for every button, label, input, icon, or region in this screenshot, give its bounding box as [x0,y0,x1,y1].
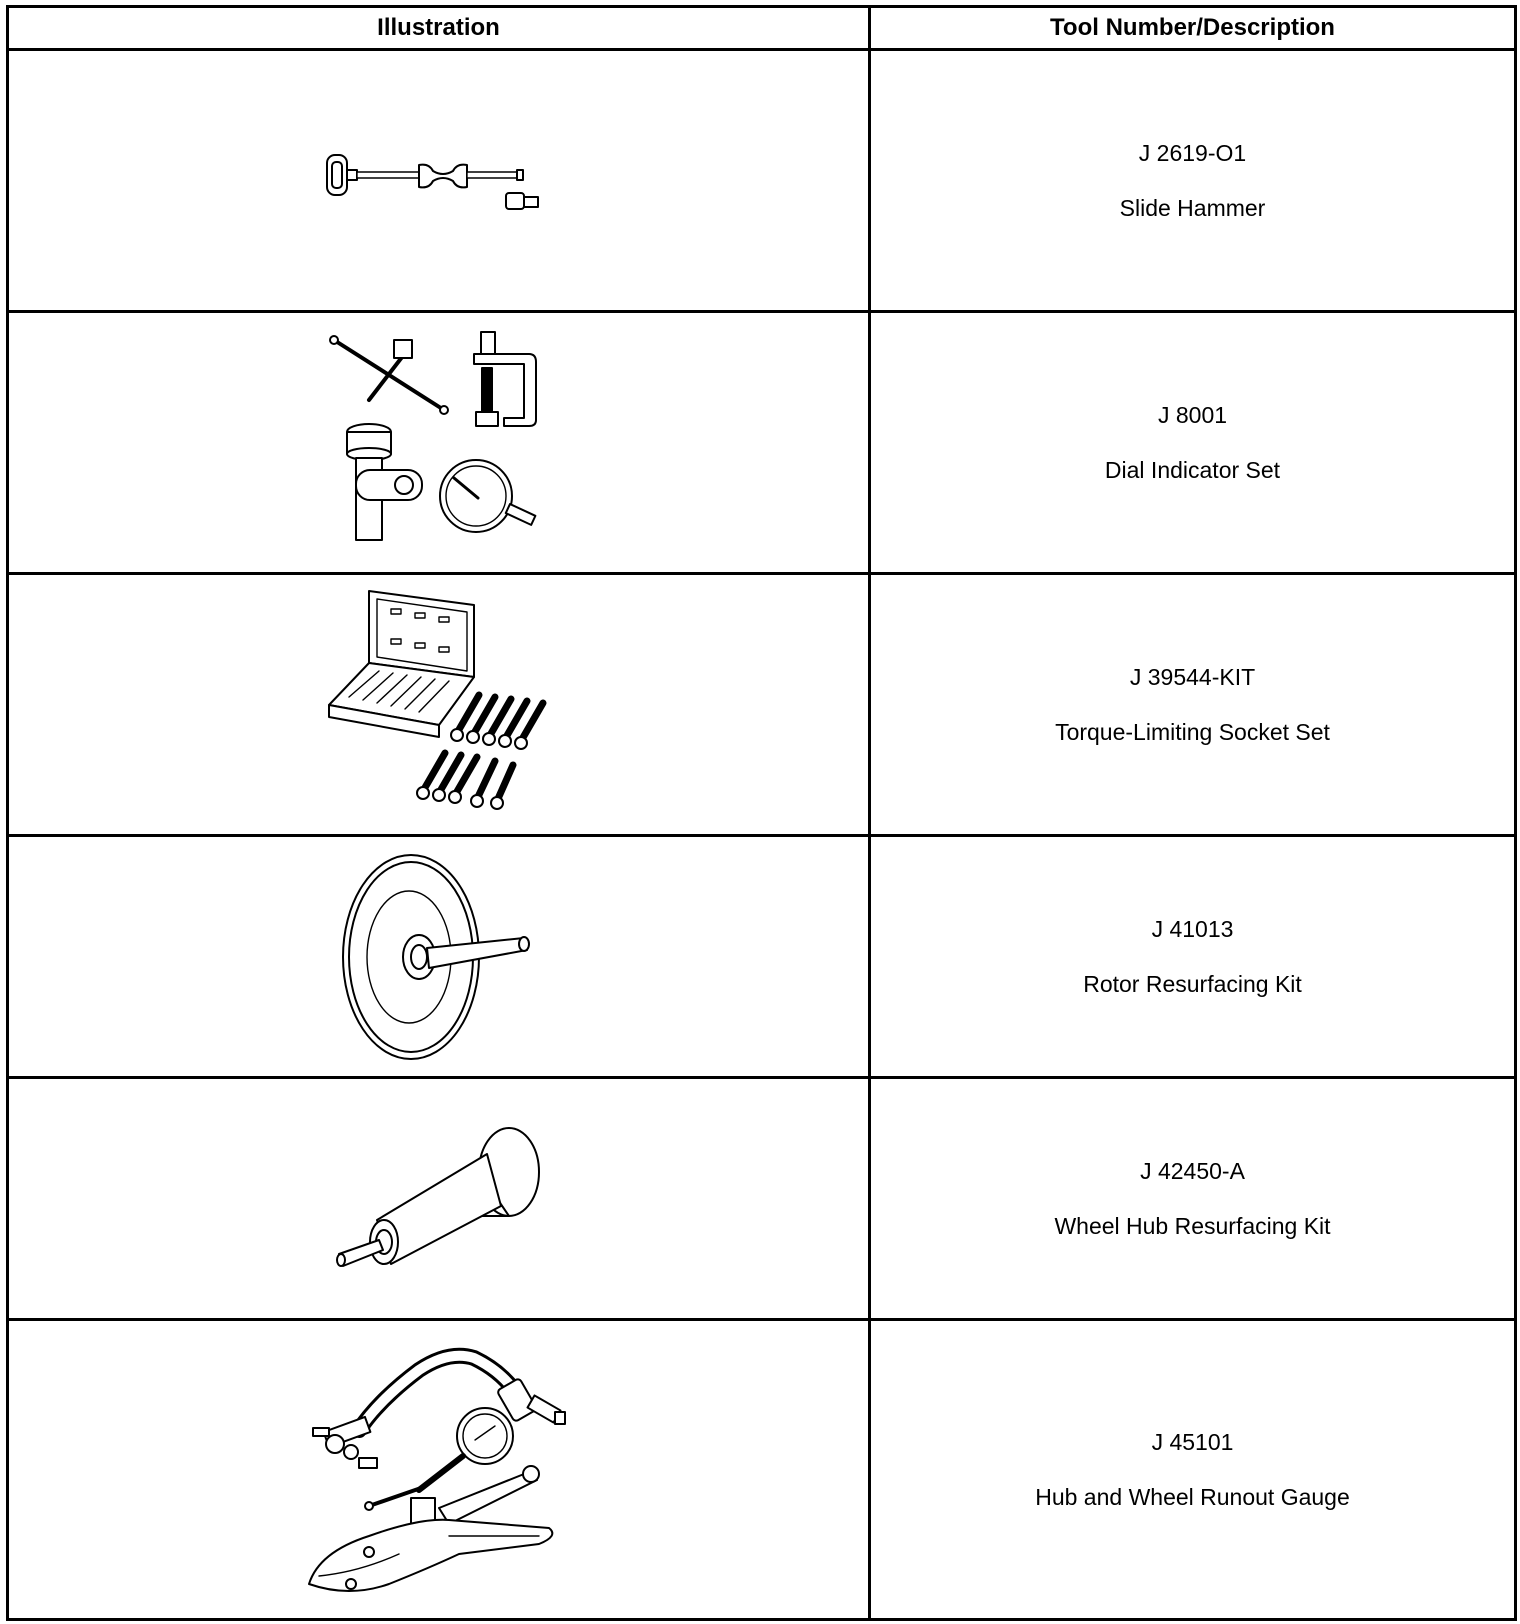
tool-number: J 39544-KIT [1129,663,1256,690]
tool-description: Slide Hammer [1119,194,1266,221]
socket-set-case-icon [319,585,559,825]
tool-number: J 45101 [1151,1428,1234,1455]
description-cell [870,1320,1516,1620]
table-row [8,50,1516,312]
illustration-cell [8,312,870,574]
tool-number: J 8001 [1157,401,1228,428]
description-cell [870,312,1516,574]
dial-indicator-set-icon [324,328,554,558]
table-row [8,1078,1516,1320]
tool-number: J 41013 [1151,915,1234,942]
special-tools-table [6,5,1517,1621]
runout-gauge-icon [299,1340,579,1600]
description-cell [870,836,1516,1078]
illustration-cell [8,1078,870,1320]
description-cell [870,1078,1516,1320]
illustration-cell [8,574,870,836]
hub-cylinder-icon [329,1124,549,1274]
tool-table-sheet [6,5,1514,1619]
illustration-cell [8,50,870,312]
description-cell [870,50,1516,312]
table-row [8,312,1516,574]
tool-description: Hub and Wheel Runout Gauge [1035,1483,1350,1510]
illustration-cell [8,836,870,1078]
table-header-row [8,7,1516,50]
table-row [8,574,1516,836]
tool-description: Wheel Hub Resurfacing Kit [1054,1212,1331,1239]
tool-description: Rotor Resurfacing Kit [1083,970,1302,997]
tool-description: Dial Indicator Set [1104,456,1281,483]
description-cell [870,574,1516,836]
tool-number: J 42450-A [1140,1157,1245,1184]
illustration-cell [8,1320,870,1620]
illustration-header: Illustration [8,7,870,50]
table-row [8,836,1516,1078]
slide-hammer-icon [319,141,559,221]
description-header: Tool Number/Description [870,7,1516,50]
tool-number: J 2619-O1 [1138,139,1247,166]
tool-description: Torque-Limiting Socket Set [1055,718,1330,745]
table-row [8,1320,1516,1620]
rotor-disc-icon [339,850,539,1064]
